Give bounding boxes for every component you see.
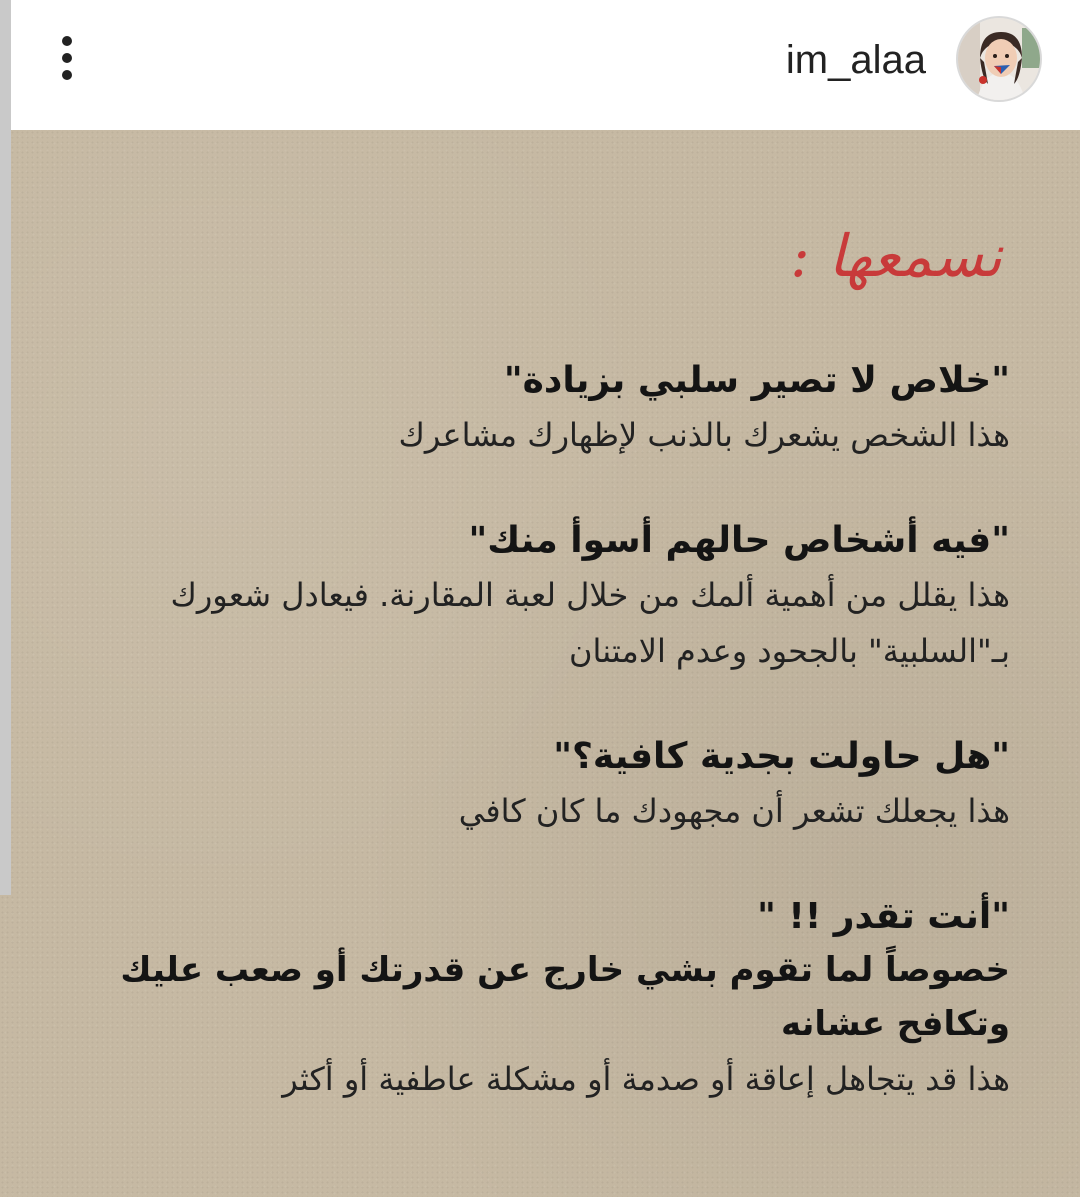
more-options-icon[interactable]	[52, 34, 82, 84]
post-heading: نسمعها :	[790, 222, 1002, 290]
phrase-item	[50, 355, 1010, 463]
phrases-list	[50, 355, 1010, 1107]
avatar[interactable]	[956, 16, 1042, 102]
phrase-quote: "أنت تقدر !! "	[757, 896, 1010, 937]
phrase-explanation: هذا يجعلك تشعر أن مجهودك ما كان كافي	[458, 792, 1010, 830]
phrase-quote: "فيه أشخاص حالهم أسوأ منك"	[468, 520, 1010, 561]
post-image	[0, 130, 1080, 1197]
phrase-explanation: هذا الشخص يشعرك بالذنب لإظهارك مشاعرك	[398, 416, 1010, 454]
phrase-quote: "هل حاولت بجدية كافية؟"	[553, 736, 1010, 777]
scroll-indicator[interactable]	[0, 0, 11, 895]
phrase-explanation: هذا يقلل من أهمية ألمك من خلال لعبة المقارنة. فيعادل شعورك بـ"السلبية" بالجحود وعدم الامتنان	[170, 576, 1010, 670]
username[interactable]: im_alaa	[785, 38, 926, 82]
phrase-item	[50, 515, 1010, 679]
phrase-explanation: هذا قد يتجاهل إعاقة أو صدمة أو مشكلة عاطفية أو أكثر	[282, 1060, 1010, 1098]
post-header	[0, 0, 1080, 130]
phrase-quote: "خلاص لا تصير سلبي بزيادة"	[503, 360, 1010, 401]
phrase-item	[50, 891, 1010, 1107]
phrase-emphasis: خصوصاً لما تقوم بشي خارج عن قدرتك أو صعب عليك وتكافح عشانه	[120, 950, 1010, 1044]
phrase-item	[50, 731, 1010, 839]
avatar-icon	[958, 18, 1042, 102]
